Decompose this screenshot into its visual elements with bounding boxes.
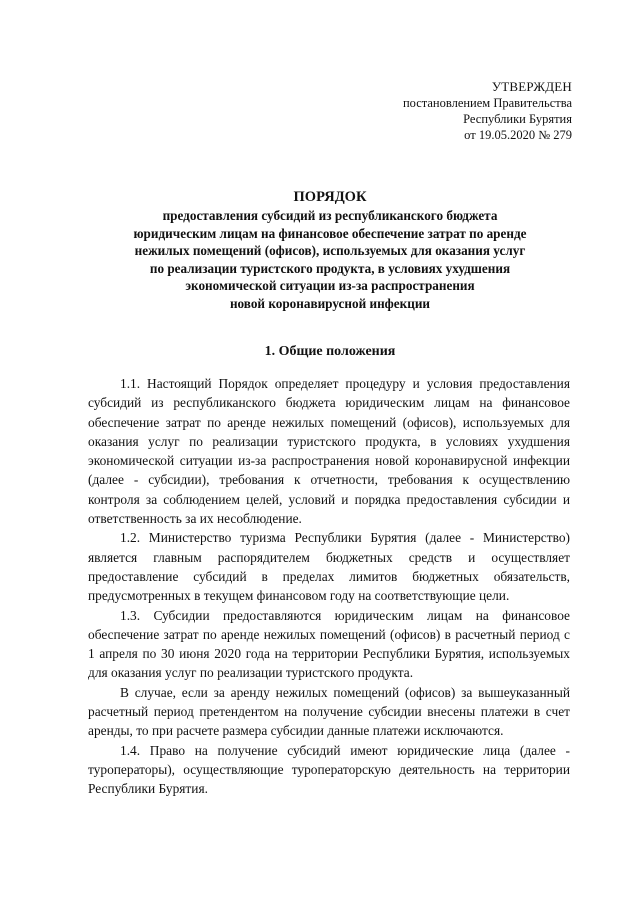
- paragraph: 1.1. Настоящий Порядок определяет процедуру и условия предоставления субсидий из республиканского бюджета юридическим лицам на финансовое обеспечение затрат по аренде нежилых помещений (офисов), используемых для оказания услуг по реализации туристского продукта, в условиях ухудшения экономической ситуации из-за распространения новой коронавирусной инфекции (далее - субсидии), требования к отчетности, требования к осуществлению контроля за соблюдением целей, условий и порядка предоставления субсидии и ответственность за их несоблюдение.: [88, 376, 570, 527]
- document-title: [70, 188, 590, 312]
- approval-line: Республики Бурятия: [463, 112, 572, 126]
- title-line: юридическим лицам на финансовое обеспечение затрат по аренде: [133, 225, 527, 241]
- approval-date-number: от 19.05.2020 № 279: [464, 128, 572, 142]
- approval-stamp: [403, 79, 572, 143]
- approval-heading: УТВЕРЖДЕН: [491, 79, 572, 94]
- title-main: ПОРЯДОК: [293, 189, 367, 205]
- title-line: предоставления субсидий из республиканского бюджета: [162, 208, 498, 223]
- title-line: экономической ситуации из-за распространения: [185, 278, 475, 293]
- paragraph: В случае, если за аренду нежилых помещений (офисов) за вышеуказанный расчетный период претендентом на получение субсидии внесены платежи в счет аренды, то при расчете размера субсидии данные платежи исключаются.: [88, 684, 570, 739]
- title-line: по реализации туристского продукта, в условиях ухудшения: [149, 260, 511, 276]
- paragraph: 1.3. Субсидии предоставляются юридическим лицам на финансовое обеспечение затрат по аренде нежилых помещений (офисов) в расчетный период с 1 апреля по 30 июня 2020 года на территории Республики Бурятия, используемых для оказания услуг по реализации туристского продукта.: [88, 607, 570, 681]
- paragraph: 1.4. Право на получение субсидий имеют юридические лица (далее - туроператоры), осуществляющие туроператорскую деятельность на территории Республики Бурятия.: [88, 742, 570, 797]
- section-heading: 1. Общие положения: [264, 344, 396, 359]
- paragraph: 1.2. Министерство туризма Республики Бурятия (далее - Министерство) является главным распорядителем бюджетных средств и осуществляет предоставление субсидий в пределах лимитов бюджетных обязательств, предусмотренных в текущем финансовом году на соответствующие цели.: [88, 530, 570, 604]
- approval-line: постановлением Правительства: [402, 96, 572, 110]
- document-body: [88, 374, 570, 799]
- title-line: новой коронавирусной инфекции: [229, 295, 431, 311]
- title-line: нежилых помещений (офисов), используемых для оказания услуг: [134, 243, 526, 258]
